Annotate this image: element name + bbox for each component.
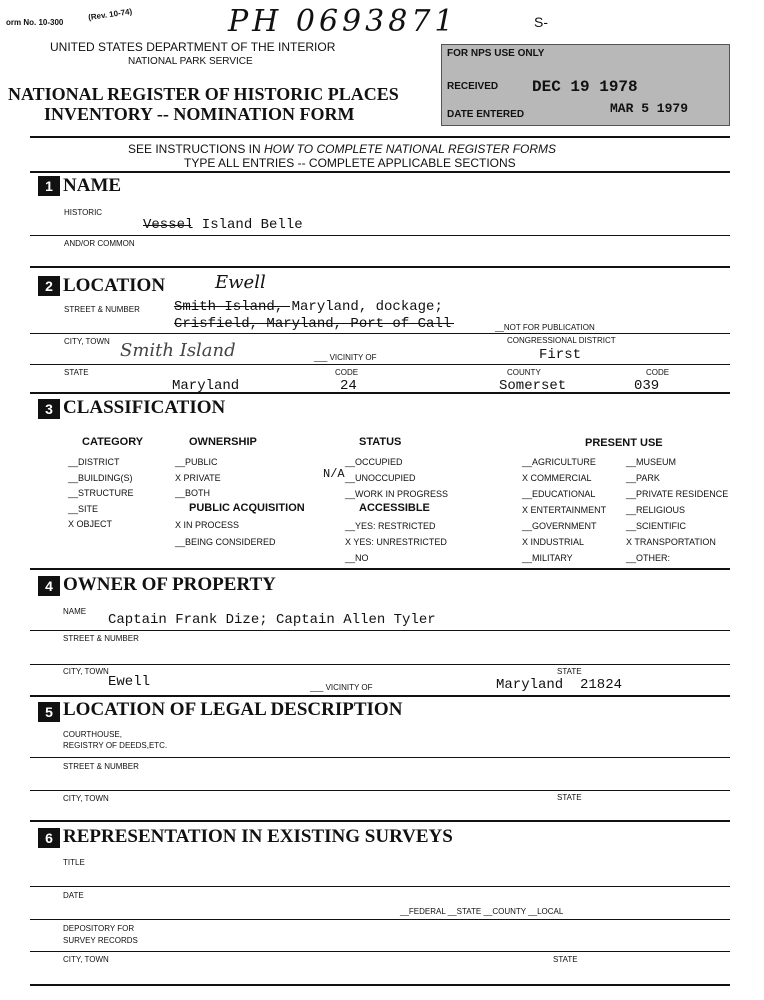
instructions-line2: TYPE ALL ENTRIES -- COMPLETE APPLICABLE SECTIONS [184, 156, 516, 170]
divider [30, 757, 730, 758]
owner-state-value: Maryland [496, 677, 564, 693]
state-label: STATE [64, 368, 89, 377]
divider [30, 364, 730, 365]
survey-levels: __FEDERAL __STATE __COUNTY __LOCAL [400, 907, 564, 916]
category-option: __DISTRICT [68, 457, 120, 467]
acquisition-option-checked: X IN PROCESS [175, 520, 240, 530]
handwritten-note: Ewell [215, 272, 266, 293]
accessible-option: __NO [345, 553, 369, 563]
use-option: __AGRICULTURE [522, 457, 596, 467]
owner-street-label: STREET & NUMBER [63, 634, 139, 643]
form-number: orm No. 10-300 [6, 18, 64, 27]
survey-city-label: CITY, TOWN [63, 955, 109, 964]
legal-street-label: STREET & NUMBER [63, 762, 139, 771]
form-revision: (Rev. 10-74) [87, 6, 133, 23]
status-option: __WORK IN PROGRESS [345, 489, 449, 499]
depository-label: DEPOSITORY FOR [63, 924, 135, 933]
date-entered-label: DATE ENTERED [447, 109, 525, 120]
use-option: __PRIVATE RESIDENCE [626, 489, 729, 499]
handwritten-city: Smith Island [120, 340, 236, 361]
acquisition-option: __BEING CONSIDERED [175, 537, 276, 547]
registry-label: REGISTRY OF DEEDS,ETC. [63, 741, 168, 750]
divider [30, 266, 730, 268]
congressional-district-value: First [539, 347, 582, 363]
present-use-heading: PRESENT USE [585, 437, 663, 449]
street-number-label: STREET & NUMBER [64, 305, 140, 314]
ownership-option: __BOTH [175, 488, 211, 498]
divider [30, 984, 730, 986]
survey-records-label: SURVEY RECORDS [63, 936, 138, 945]
form-title-line1: NATIONAL REGISTER OF HISTORIC PLACES [8, 84, 399, 104]
section-3-number: 3 [38, 399, 60, 419]
section-2-number: 2 [38, 276, 60, 296]
use-option: __RELIGIOUS [626, 505, 686, 515]
survey-state-label: STATE [553, 955, 578, 964]
section-1-number: 1 [38, 176, 60, 196]
strikethrough [143, 225, 191, 226]
use-option-checked: X TRANSPORTATION [626, 537, 716, 547]
county-value: Somerset [499, 378, 567, 394]
use-option: __MUSEUM [626, 457, 677, 467]
and-or-common-label: AND/OR COMMON [64, 239, 135, 248]
status-option: __UNOCCUPIED [345, 473, 416, 483]
divider [30, 568, 730, 570]
section-4-number: 4 [38, 576, 60, 596]
state-value: Maryland [172, 378, 240, 394]
received-date-stamp: DEC 19 1978 [532, 78, 638, 96]
instructions-emphasis: HOW TO COMPLETE NATIONAL REGISTER FORMS [264, 142, 557, 156]
use-option: __OTHER: [626, 553, 671, 563]
county-label: COUNTY [507, 368, 541, 377]
divider [30, 630, 730, 631]
category-heading: CATEGORY [82, 436, 144, 448]
status-na-note: N/A [323, 467, 345, 481]
section-6-number: 6 [38, 828, 60, 848]
use-option: __MILITARY [522, 553, 573, 563]
accessible-heading: ACCESSIBLE [359, 502, 430, 514]
ownership-option-checked: X PRIVATE [175, 473, 221, 483]
strikethrough [174, 306, 290, 307]
nps-box-title: FOR NPS USE ONLY [447, 48, 545, 59]
county-code-value: 039 [634, 378, 660, 394]
status-option: __OCCUPIED [345, 457, 403, 467]
section-6-title: REPRESENTATION IN EXISTING SURVEYS [63, 826, 453, 847]
divider [30, 790, 730, 791]
owner-vicinity: ___ VICINITY OF [310, 683, 373, 692]
city-town-label: CITY, TOWN [64, 337, 110, 346]
date-entered-stamp: MAR 5 1979 [610, 101, 689, 116]
section-2-title: LOCATION [63, 275, 166, 296]
owner-city-value: Ewell [108, 674, 151, 690]
use-option: __SCIENTIFIC [626, 521, 687, 531]
divider [30, 886, 730, 887]
owner-name-label: NAME [63, 607, 87, 616]
section-3-title: CLASSIFICATION [63, 397, 226, 418]
accessible-option-checked: X YES: UNRESTRICTED [345, 537, 447, 547]
street-line-2: Crisfield, Maryland, Port of Call [174, 316, 452, 332]
received-label: RECEIVED [447, 81, 499, 92]
courthouse-label: COURTHOUSE, [63, 730, 122, 739]
ownership-option: __PUBLIC [175, 457, 218, 467]
status-heading: STATUS [359, 436, 402, 448]
nps-use-only-box [441, 44, 730, 126]
divider [30, 820, 730, 822]
ownership-heading: OWNERSHIP [189, 436, 257, 448]
owner-name-value: Captain Frank Dize; Captain Allen Tyler [108, 612, 436, 628]
public-acquisition-heading: PUBLIC ACQUISITION [189, 502, 305, 514]
use-option: __EDUCATIONAL [522, 489, 596, 499]
use-option: __GOVERNMENT [522, 521, 597, 531]
divider [30, 664, 730, 665]
not-for-publication: __NOT FOR PUBLICATION [495, 323, 595, 332]
section-5-title: LOCATION OF LEGAL DESCRIPTION [63, 699, 403, 720]
congressional-district-label: CONGRESSIONAL DISTRICT [507, 336, 616, 345]
department-name: UNITED STATES DEPARTMENT OF THE INTERIOR [50, 40, 336, 54]
vicinity-of: ___ VICINITY OF [314, 353, 377, 362]
reference-suffix: S- [534, 14, 548, 30]
code-value: 24 [340, 378, 357, 394]
legal-state-label: STATE [557, 793, 582, 802]
owner-zip: 21824 [580, 677, 623, 693]
service-name: NATIONAL PARK SERVICE [128, 56, 253, 67]
form-title-line2: INVENTORY -- NOMINATION FORM [44, 104, 355, 124]
survey-date-label: DATE [63, 891, 84, 900]
survey-title-label: TITLE [63, 858, 85, 867]
divider [30, 235, 730, 236]
code-label: CODE [335, 368, 359, 377]
divider [30, 392, 730, 394]
section-5-number: 5 [38, 702, 60, 722]
street-line-1: Smith Island, Maryland, dockage; [174, 299, 443, 315]
category-option: __SITE [68, 504, 99, 514]
handwritten-reference-number: PH 0693871 [228, 4, 458, 39]
divider [30, 919, 730, 920]
section-1-title: NAME [63, 175, 122, 196]
use-option-checked: X ENTERTAINMENT [522, 505, 607, 515]
category-option-checked: X OBJECT [68, 519, 113, 529]
historic-label: HISTORIC [64, 208, 103, 217]
legal-city-label: CITY, TOWN [63, 794, 109, 803]
category-option: __STRUCTURE [68, 488, 134, 498]
divider [30, 951, 730, 952]
historic-name-value: Vessel Island Belle [143, 217, 303, 233]
owner-city-label: CITY, TOWN [63, 667, 109, 676]
category-option: __BUILDING(S) [68, 473, 133, 483]
use-option: __PARK [626, 473, 660, 483]
use-option-checked: X INDUSTRIAL [522, 537, 585, 547]
instructions-prefix: SEE INSTRUCTIONS IN [128, 142, 265, 156]
use-option-checked: X COMMERCIAL [522, 473, 592, 483]
section-4-title: OWNER OF PROPERTY [63, 574, 276, 595]
divider [30, 171, 730, 173]
instructions-line1 [128, 142, 556, 156]
county-code-label: CODE [646, 368, 670, 377]
accessible-option: __YES: RESTRICTED [345, 521, 436, 531]
strikethrough [174, 323, 454, 324]
divider [30, 333, 730, 334]
owner-state-label: STATE [557, 667, 582, 676]
divider [30, 136, 730, 138]
divider [30, 695, 730, 697]
